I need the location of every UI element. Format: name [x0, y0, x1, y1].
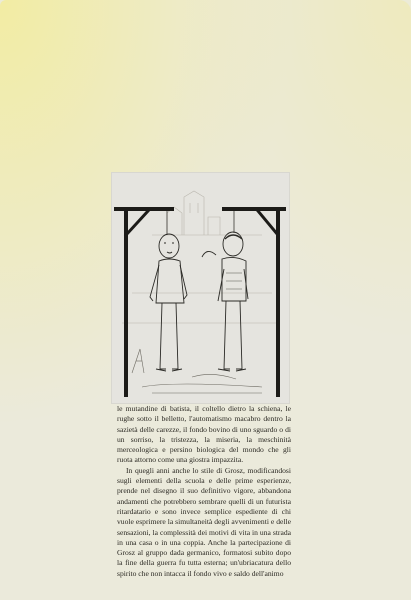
body-text-column: [117, 404, 291, 579]
illustration-gallows-drawing: [111, 172, 290, 404]
gallows-sketch-image: [112, 173, 289, 403]
body-paragraph-1: le mutandine di batista, il coltello dietro la schiena, le rughe sotto il belletto, l'automatismo macabro dentro la sazietà delle carezze, il fondo bovino di uno sguardo o di un sorriso, la tristezza, la miseria, la meschinità merceologica e persino biologica del mondo che gli ruota attorno come una giostra impazzita.: [117, 404, 291, 465]
body-paragraph-2: In quegli anni anche lo stile di Grosz, modificandosi sugli elementi della scuola e delle prime esperienze, prende nel disegno il suo definitivo vigore, abbandona andamenti che potrebbero sembrare quelli di un futurista ritardatario e sono invece semplice espediente di chi vuole esprimere la simultaneità degli avvenimenti e delle sensazioni, la complessità dei motivi di vita in una strada in una casa o in una coppia. Anche la partecipazione di Grosz al gruppo dada germanico, formatosi subito dopo la fine della guerra fu tutta esterna; un'ubriacatura dello spirito che non intacca il fondo vivo e saldo dell'animo: [117, 465, 291, 578]
